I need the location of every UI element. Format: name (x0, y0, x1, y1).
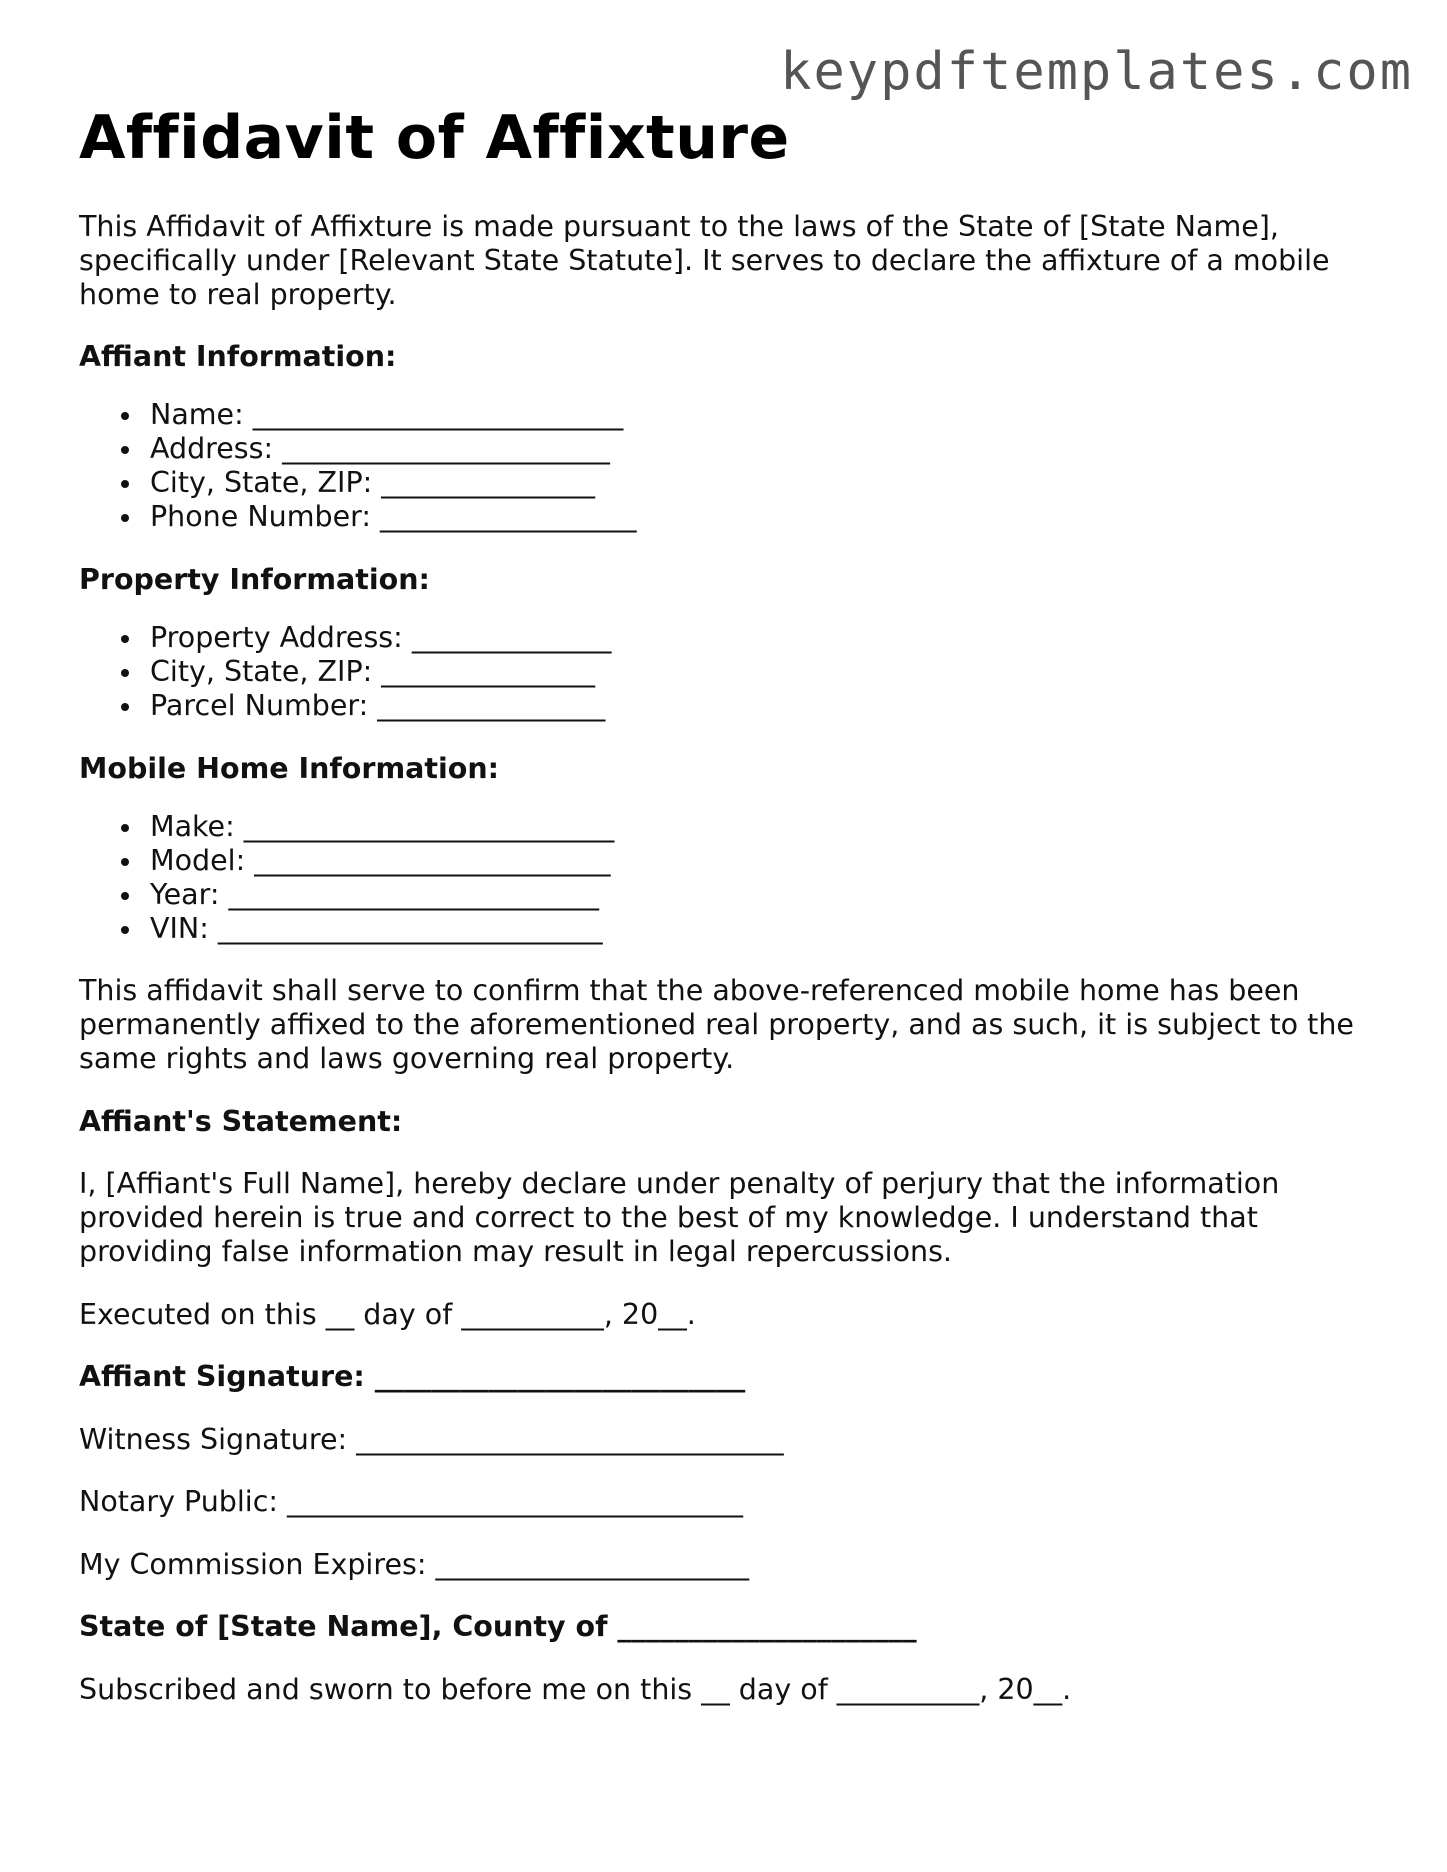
mobile-home-info-heading: Mobile Home Information: (79, 752, 500, 785)
list-item: Parcel Number: ________________ (150, 689, 1379, 723)
executed-line: Executed on this __ day of __________, 20__. (79, 1298, 696, 1331)
list-item: Year: __________________________ (150, 878, 1379, 912)
affiant-info-heading: Affiant Information: (79, 340, 397, 373)
watermark: keypdftemplates.com (780, 42, 1413, 102)
notary-public-line: Notary Public: ________________________________ (79, 1485, 744, 1518)
commission-expires-line: My Commission Expires: ______________________ (79, 1548, 749, 1581)
list-item: Property Address: ______________ (150, 621, 1379, 655)
property-info-heading: Property Information: (79, 563, 430, 596)
witness-signature-line: Witness Signature: ______________________________ (79, 1423, 784, 1456)
affiant-signature-line: Affiant Signature: __________________________ (79, 1360, 746, 1393)
list-item: VIN: ___________________________ (150, 912, 1379, 946)
list-item: Make: __________________________ (150, 810, 1379, 844)
list-item: City, State, ZIP: _______________ (150, 466, 1379, 500)
list-item: Name: __________________________ (150, 398, 1379, 432)
statement-paragraph: I, [Affiant's Full Name], hereby declare under penalty of perjury that the information provided herein is true and correct to the best of my knowledge. I understand that providing false information may result in legal repercussions. (79, 1167, 1280, 1268)
statement-heading: Affiant's Statement: (79, 1105, 403, 1138)
intro-paragraph: This Affidavit of Affixture is made pursuant to the laws of the State of [State Name], specifically under [Relevant State Statute]. It serves to declare the affixture of a mobile home to real property. (79, 210, 1330, 311)
list-item: Phone Number: __________________ (150, 500, 1379, 534)
document (79, 100, 1379, 1707)
page-title: Affidavit of Affixture (79, 103, 790, 173)
subscribed-line: Subscribed and sworn to before me on this __ day of __________, 20__. (79, 1673, 1072, 1706)
property-info-list (79, 621, 1379, 723)
affiant-info-list (79, 398, 1379, 534)
list-item: Model: _________________________ (150, 844, 1379, 878)
confirmation-paragraph: This affidavit shall serve to confirm that the above-referenced mobile home has been permanently affixed to the aforementioned real property, and as such, it is subject to the same rights and laws governing real property. (79, 974, 1354, 1075)
state-county-line: State of [State Name], County of _____________________ (79, 1610, 917, 1643)
list-item: Address: _______________________ (150, 432, 1379, 466)
mobile-home-info-list (79, 810, 1379, 946)
list-item: City, State, ZIP: _______________ (150, 655, 1379, 689)
